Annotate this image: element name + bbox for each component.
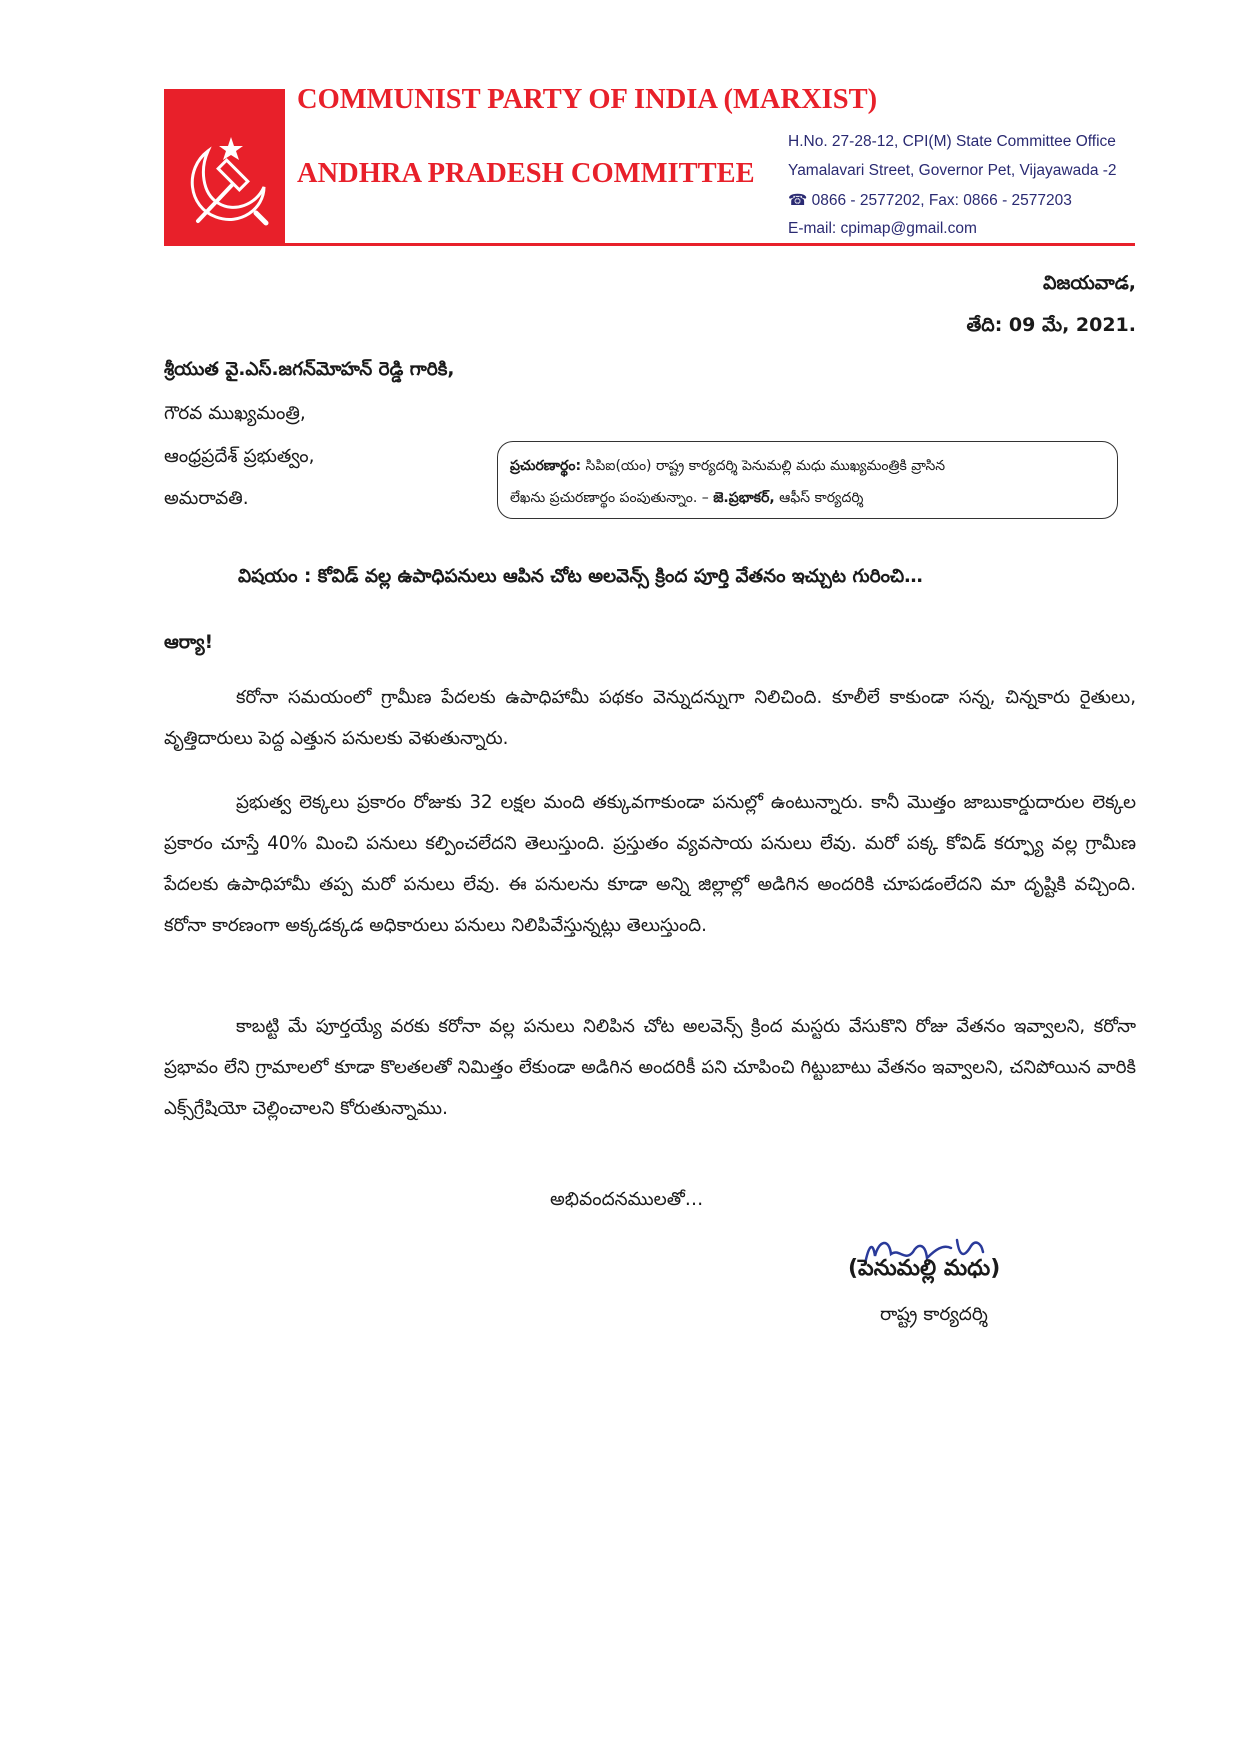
press-note-line-2 [510,482,1105,514]
signatory-name: (పెనుమల్లి మధు) [848,1256,1001,1281]
party-name-heading: COMMUNIST PARTY OF INDIA (MARXIST) [297,84,878,115]
body-paragraph-1: కరోనా సమయంలో గ్రామీణ పేదలకు ఉపాధిహామీ పథకం వెన్నుదన్నుగా నిలిచింది. కూలీలే కాకుండా సన్న, చిన్నకారు రైతులు, వృత్తిదారులు పెద్ద ఎత్తున పనులకు వెళుతున్నారు. [164,687,1136,749]
press-note-text-2: లేఖను ప్రచురణార్థం పంపుతున్నాం. – [510,490,714,506]
recipient-designation: గౌరవ ముఖ్యమంత్రి, [164,403,306,424]
address-line-2: Yamalavari Street, Governor Pet, Vijayawada -2 [788,162,1117,179]
press-release-note [497,441,1118,519]
recipient-name: శ్రీయుత వై.ఎస్.జగన్‌మోహన్ రెడ్డి గారికి, [164,359,455,380]
press-note-sender: జె.ప్రభాకర్, [713,490,775,506]
signatory-role: రాష్ట్ర కార్యదర్శి [880,1304,988,1325]
body-paragraph-2: ప్రభుత్వ లెక్కలు ప్రకారం రోజుకు 32 లక్షల మంది తక్కువగాకుండా పనుల్లో ఉంటున్నారు. కానీ మొత్తం జాబుకార్డుదారుల లెక్కల ప్రకారం చూస్తే 40% మించి పనులు కల్పించలేదని తెలుస్తుంది. ప్రస్తుతం వ్యవసాయ పనులు లేవు. మరో పక్క కోవిడ్ కర్ఫ్యూ వల్ల గ్రామీణ పేదలకు ఉపాధిహామీ తప్ప మరో పనులు లేవు. ఈ పనులను కూడా అన్ని జిల్లాల్లో అడిగిన అందరికి చూపడంలేదని మా దృష్టికి వచ్చింది. కరోనా కారణంగా అక్కడక్కడ అధికారులు పనులు నిలిపివేస్తున్నట్లు తెలుస్తుంది. [164,792,1136,936]
party-logo [164,89,285,245]
body-paragraph-3: కాబట్టి మే పూర్తయ్యే వరకు కరోనా వల్ల పనులు నిలిపిన చోట అలవెన్స్ క్రింద మస్టరు వేసుకొని రోజు వేతనం ఇవ్వాలని, కరోనా ప్రభావం లేని గ్రామాలలో కూడా కొలతలతో నిమిత్తం లేకుండా అడిగిన అందరికీ పని చూపించి గిట్టుబాటు వేతనం ఇవ్వాలని, చనిపోయిన వారికి ఎక్స్‌గ్రేషియో చెల్లించాలని కోరుతున్నాము. [164,1016,1136,1119]
hammer-sickle-star-icon [164,89,285,245]
press-note-label: ప్రచురణార్థం: [510,458,582,474]
letterhead-divider [164,243,1135,246]
committee-name-heading: ANDHRA PRADESH COMMITTEE [297,158,755,189]
salutation: ఆర్యా! [164,632,214,653]
closing-greeting: అభివందనములతో… [550,1189,704,1210]
press-note-sender-role: ఆఫీస్ కార్యదర్శి [774,490,864,506]
email-line: E-mail: cpimap@gmail.com [788,220,977,237]
phone-fax-line: ☎ 0866 - 2577202, Fax: 0866 - 2577203 [788,192,1072,209]
recipient-city: అమరావతి. [164,488,249,509]
recipient-government: ఆంధ్రప్రదేశ్ ప్రభుత్వం, [164,446,315,467]
letter-place: విజయవాడ, [1042,272,1136,294]
press-note-text-1: సిపిఐ(యం) రాష్ట్ర కార్యదర్శి పెనుమల్లి మధు ముఖ్యమంత్రికి వ్రాసిన [581,458,946,474]
letter-date: తేది: 09 మే, 2021. [966,314,1136,336]
press-note-line-1 [510,450,1105,482]
letter-subject: విషయం : కోవిడ్ వల్ల ఉపాధిపనులు ఆపిన చోట అలవెన్స్ క్రింద పూర్తి వేతనం ఇచ్చుట గురించి… [238,566,923,587]
address-line-1: H.No. 27-28-12, CPI(M) State Committee Office [788,133,1116,150]
